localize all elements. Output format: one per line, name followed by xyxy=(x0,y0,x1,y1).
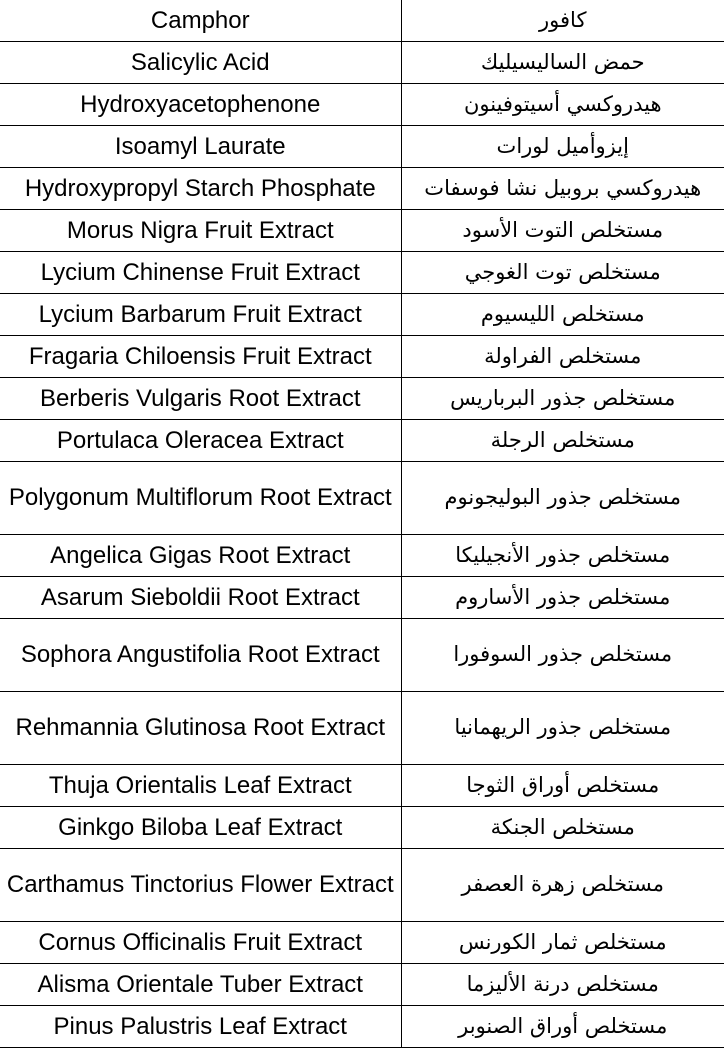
arabic-name-cell: مستخلص توت الغوجي xyxy=(401,251,724,293)
table-row xyxy=(0,618,724,691)
arabic-name-cell: حمض الساليسيليك xyxy=(401,41,724,83)
table-row xyxy=(0,377,724,419)
table-row xyxy=(0,41,724,83)
table-row xyxy=(0,576,724,618)
english-name-cell: Hydroxyacetophenone xyxy=(0,83,401,125)
arabic-name-cell: إيزوأميل لورات xyxy=(401,125,724,167)
arabic-name-cell: مستخلص ثمار الكورنس xyxy=(401,921,724,963)
table-row xyxy=(0,534,724,576)
english-name-cell: Camphor xyxy=(0,0,401,41)
english-name-cell: Thuja Orientalis Leaf Extract xyxy=(0,764,401,806)
english-name-cell: Rehmannia Glutinosa Root Extract xyxy=(0,691,401,764)
english-name-cell: Fragaria Chiloensis Fruit Extract xyxy=(0,335,401,377)
arabic-name-cell: مستخلص زهرة العصفر xyxy=(401,848,724,921)
english-name-cell: Alisma Orientale Tuber Extract xyxy=(0,963,401,1005)
english-name-cell: Hydroxypropyl Starch Phosphate xyxy=(0,167,401,209)
arabic-name-cell: مستخلص جذور الريهمانيا xyxy=(401,691,724,764)
table-row xyxy=(0,167,724,209)
table-row xyxy=(0,921,724,963)
table-row xyxy=(0,963,724,1005)
table-row xyxy=(0,1005,724,1047)
table-row xyxy=(0,848,724,921)
arabic-name-cell: مستخلص جذور السوفورا xyxy=(401,618,724,691)
arabic-name-cell: هيدروكسي بروبيل نشا فوسفات xyxy=(401,167,724,209)
arabic-name-cell: هيدروكسي أسيتوفينون xyxy=(401,83,724,125)
arabic-name-cell: مستخلص درنة الأليزما xyxy=(401,963,724,1005)
arabic-name-cell: مستخلص الليسيوم xyxy=(401,293,724,335)
english-name-cell: Lycium Barbarum Fruit Extract xyxy=(0,293,401,335)
arabic-name-cell: مستخلص جذور الأنجيليكا xyxy=(401,534,724,576)
table-row xyxy=(0,461,724,534)
arabic-name-cell: مستخلص أوراق الصنوبر xyxy=(401,1005,724,1047)
arabic-name-cell: مستخلص أوراق الثوجا xyxy=(401,764,724,806)
english-name-cell: Portulaca Oleracea Extract xyxy=(0,419,401,461)
arabic-name-cell: مستخلص جذور البرباريس xyxy=(401,377,724,419)
arabic-name-cell: مستخلص جذور البوليجونوم xyxy=(401,461,724,534)
table-row xyxy=(0,125,724,167)
english-name-cell: Morus Nigra Fruit Extract xyxy=(0,209,401,251)
table-row xyxy=(0,691,724,764)
table-row xyxy=(0,209,724,251)
arabic-name-cell: مستخلص جذور الأساروم xyxy=(401,576,724,618)
english-name-cell: Sophora Angustifolia Root Extract xyxy=(0,618,401,691)
english-name-cell: Ginkgo Biloba Leaf Extract xyxy=(0,806,401,848)
english-name-cell: Salicylic Acid xyxy=(0,41,401,83)
english-name-cell: Angelica Gigas Root Extract xyxy=(0,534,401,576)
english-name-cell: Pinus Palustris Leaf Extract xyxy=(0,1005,401,1047)
table-row xyxy=(0,83,724,125)
table-row xyxy=(0,806,724,848)
arabic-name-cell: مستخلص التوت الأسود xyxy=(401,209,724,251)
table-row xyxy=(0,251,724,293)
english-name-cell: Cornus Officinalis Fruit Extract xyxy=(0,921,401,963)
table-row xyxy=(0,335,724,377)
english-name-cell: Asarum Sieboldii Root Extract xyxy=(0,576,401,618)
arabic-name-cell: كافور xyxy=(401,0,724,41)
english-name-cell: Isoamyl Laurate xyxy=(0,125,401,167)
table-row xyxy=(0,419,724,461)
arabic-name-cell: مستخلص الجنكة xyxy=(401,806,724,848)
arabic-name-cell: مستخلص الرجلة xyxy=(401,419,724,461)
english-name-cell: Polygonum Multiflorum Root Extract xyxy=(0,461,401,534)
table-row xyxy=(0,764,724,806)
english-name-cell: Lycium Chinense Fruit Extract xyxy=(0,251,401,293)
table-row xyxy=(0,293,724,335)
english-name-cell: Carthamus Tinctorius Flower Extract xyxy=(0,848,401,921)
table-row xyxy=(0,0,724,41)
english-name-cell: Berberis Vulgaris Root Extract xyxy=(0,377,401,419)
arabic-name-cell: مستخلص الفراولة xyxy=(401,335,724,377)
